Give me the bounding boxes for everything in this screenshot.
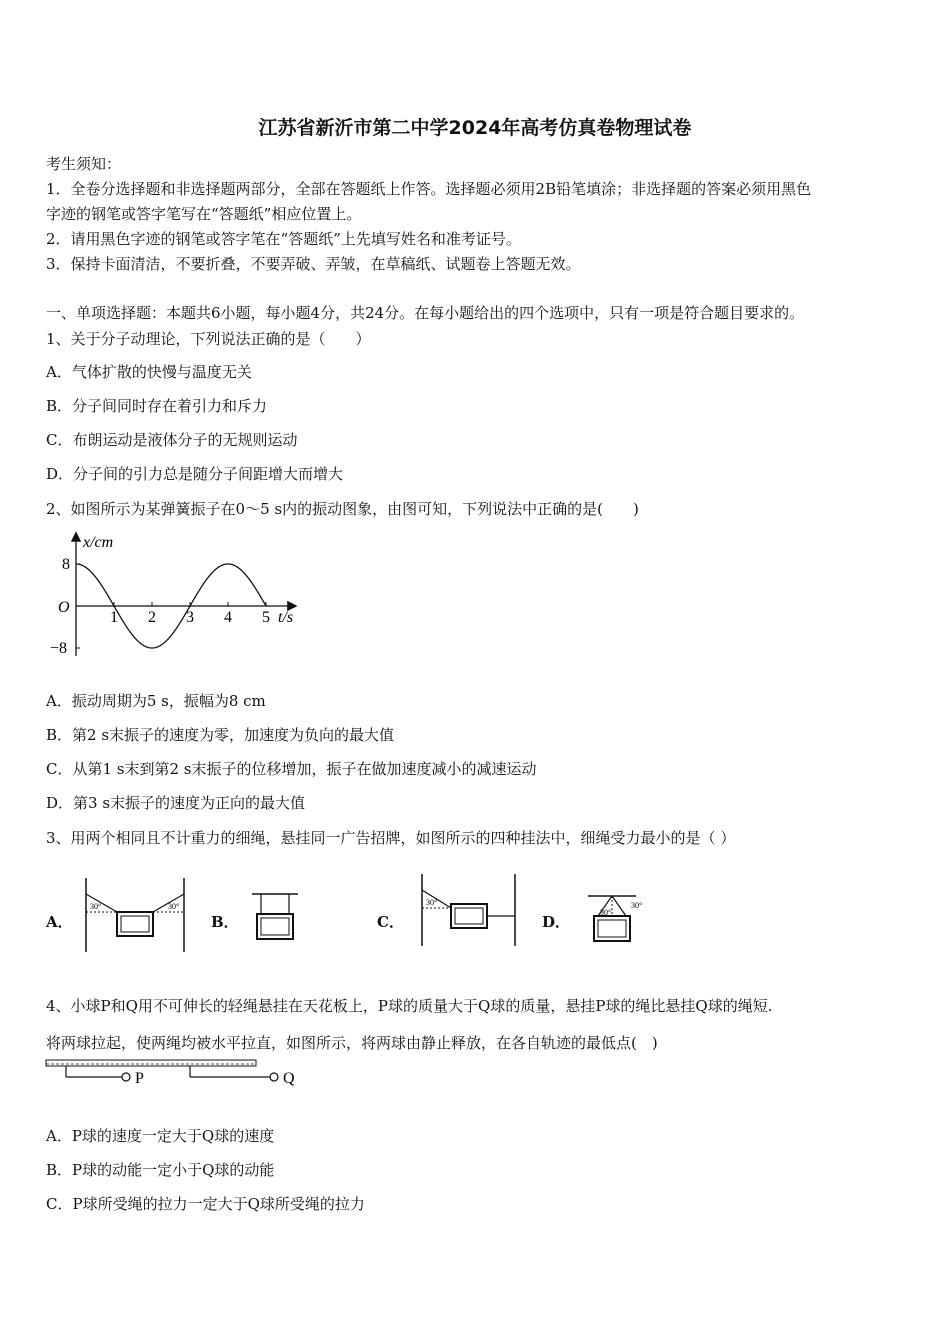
- q1-option-c[interactable]: C．布朗运动是液体分子的无规则运动: [46, 431, 298, 449]
- notice-line-1a: 1．全卷分选择题和非选择题两部分，全部在答题纸上作答。选择题必须用2B铅笔填涂；非选择题的答案必须用黑色: [46, 180, 812, 198]
- x-axis-label: t/s: [278, 609, 294, 626]
- x-tick-label-1: 1: [110, 609, 118, 626]
- q3-option-b[interactable]: B．: [211, 913, 239, 931]
- q4-stem-line-2: 将两球拉起，使两绳均被水平拉直，如图所示，将两球由静止释放，在各自轨迹的最低点( ): [46, 1034, 658, 1052]
- q2-stem: 2、如图所示为某弹簧振子在0～5 s内的振动图象，由图可知，下列说法中正确的是( ): [46, 500, 639, 518]
- q3-figure-c: [418, 872, 520, 948]
- y-tick-neg8: −8: [50, 640, 68, 657]
- ball-q: [270, 1073, 278, 1081]
- q3-a-angle-right: 30°: [168, 902, 180, 911]
- notice-line-2: 2．请用黑色字迹的钢笔或答字笔在“答题纸”上先填写姓名和准考证号。: [46, 230, 521, 248]
- q1-stem: 1、关于分子动理论，下列说法正确的是（ ）: [46, 330, 371, 348]
- ball-q-label: Q: [283, 1070, 295, 1087]
- q3-option-a[interactable]: A．: [46, 913, 73, 931]
- x-tick-label-5: 5: [262, 609, 270, 626]
- q3-d-angle-right: 30°: [631, 901, 643, 910]
- q3-figure-b: [250, 890, 310, 948]
- q4-option-c[interactable]: C．P球所受绳的拉力一定大于Q球所受绳的拉力: [46, 1195, 365, 1213]
- q3-option-d[interactable]: D．: [542, 913, 571, 931]
- q4-option-a[interactable]: A．P球的速度一定大于Q球的速度: [46, 1127, 275, 1145]
- q3-figure-d: [584, 892, 654, 950]
- page-title: 江苏省新沂市第二中学2024年高考仿真卷物理试卷: [258, 117, 692, 139]
- q2-option-d[interactable]: D．第3 s末振子的速度为正向的最大值: [46, 794, 306, 812]
- q4-figure: [44, 1058, 314, 1092]
- q3-stem: 3、用两个相同且不计重力的细绳，悬挂同一广告招牌，如图所示的四种挂法中，细绳受力最小的是（ ）: [46, 829, 736, 847]
- q4-stem-line-1: 4、小球P和Q用不可伸长的轻绳悬挂在天花板上，P球的质量大于Q球的质量，悬挂P球的绳比悬挂Q球的绳短.: [46, 997, 773, 1015]
- x-tick-label-2: 2: [148, 609, 156, 626]
- origin-label: O: [58, 599, 70, 616]
- q1-option-a[interactable]: A．气体扩散的快慢与温度无关: [46, 363, 252, 381]
- q3-d-angle-center: 30°: [600, 908, 612, 917]
- vibration-graph: [40, 528, 320, 668]
- x-tick-label-3: 3: [186, 609, 194, 626]
- ball-p-label: P: [135, 1070, 144, 1087]
- section-heading: 一、单项选择题：本题共6小题，每小题4分，共24分。在每小题给出的四个选项中，只有一项是符合题目要求的。: [46, 304, 805, 322]
- notice-heading: 考生须知：: [46, 155, 122, 173]
- q3-c-angle: 30°: [426, 898, 438, 907]
- q2-option-b[interactable]: B．第2 s末振子的速度为零，加速度为负向的最大值: [46, 726, 395, 744]
- y-tick-8: 8: [62, 556, 70, 573]
- notice-line-3: 3．保持卡面清洁，不要折叠，不要弄破、弄皱，在草稿纸、试题卷上答题无效。: [46, 255, 581, 273]
- q1-option-d[interactable]: D．分子间的引力总是随分子间距增大而增大: [46, 465, 344, 483]
- x-tick-label-4: 4: [224, 609, 232, 626]
- q2-option-c[interactable]: C．从第1 s末到第2 s末振子的位移增加，振子在做加速度减小的减速运动: [46, 760, 537, 778]
- y-axis-label: x/cm: [83, 534, 114, 551]
- q4-option-b[interactable]: B．P球的动能一定小于Q球的动能: [46, 1161, 275, 1179]
- q2-option-a[interactable]: A．振动周期为5 s，振幅为8 cm: [46, 692, 266, 710]
- q1-option-b[interactable]: B．分子间同时存在着引力和斥力: [46, 397, 268, 415]
- q3-a-angle-left: 30°: [90, 902, 102, 911]
- q3-option-c[interactable]: C．: [377, 913, 404, 931]
- notice-line-1b: 字迹的钢笔或答字笔写在“答题纸”相应位置上。: [46, 205, 362, 223]
- q3-figure-a: [82, 876, 190, 954]
- ball-p: [122, 1073, 130, 1081]
